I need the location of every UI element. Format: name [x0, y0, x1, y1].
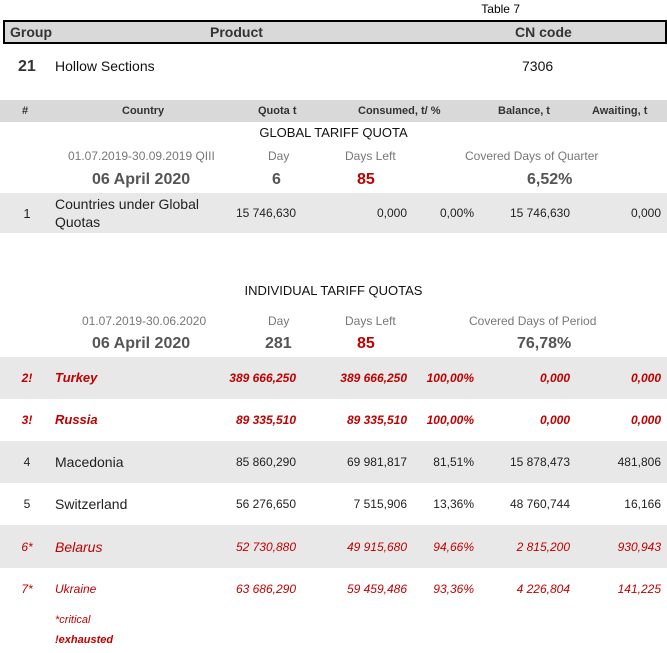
row-num: 3! — [21, 413, 33, 427]
row-country: Belarus — [55, 539, 103, 555]
group-cn-code: 7306 — [522, 58, 554, 74]
table-row — [0, 483, 667, 525]
global-days-left: 85 — [357, 171, 375, 188]
header-product: Product — [210, 24, 263, 40]
legend-critical: *critical — [55, 614, 91, 626]
global-section-title: GLOBAL TARIFF QUOTA — [259, 125, 408, 140]
row-consumed: 49 915,680 — [346, 540, 407, 554]
table-label: Table 7 — [481, 2, 520, 16]
individual-covered-label: Covered Days of Period — [469, 314, 597, 328]
row-country-line1: Countries under Global — [55, 196, 199, 212]
group-number: 21 — [18, 58, 36, 75]
table-row — [0, 357, 667, 399]
row-country: Russia — [55, 412, 98, 427]
row-balance: 0,000 — [539, 413, 570, 427]
legend-exhausted: !exhausted — [55, 634, 114, 646]
global-days-left-label: Days Left — [345, 149, 396, 163]
global-day: 6 — [272, 171, 281, 188]
column-header-row — [0, 100, 667, 122]
row-num: 7* — [21, 582, 33, 596]
col-awaiting: Awaiting, t — [592, 105, 648, 117]
row-pct: 93,36% — [433, 582, 474, 596]
row-pct: 94,66% — [433, 540, 474, 554]
table-row — [0, 399, 667, 441]
row-quota: 85 860,290 — [235, 455, 296, 469]
row-balance: 15 746,630 — [509, 206, 570, 220]
col-consumed: Consumed, t/ % — [358, 105, 441, 117]
row-quota: 63 686,290 — [235, 582, 296, 596]
row-awaiting: 16,166 — [624, 497, 661, 511]
row-consumed: 0,000 — [376, 206, 407, 220]
row-num: 1 — [23, 206, 31, 221]
row-country: Turkey — [55, 370, 98, 385]
table-header-bar — [3, 20, 667, 44]
individual-date: 06 April 2020 — [92, 335, 191, 352]
row-awaiting: 930,943 — [617, 540, 661, 554]
row-pct: 13,36% — [433, 497, 474, 511]
row-pct: 81,51% — [433, 455, 474, 469]
row-awaiting: 0,000 — [630, 206, 661, 220]
row-awaiting: 0,000 — [630, 371, 661, 385]
row-num: 6* — [21, 540, 33, 554]
row-country-line2: Quotas — [55, 214, 101, 230]
individual-section-title: INDIVIDUAL TARIFF QUOTAS — [244, 283, 423, 298]
row-quota: 89 335,510 — [235, 413, 296, 427]
row-country: Ukraine — [55, 582, 97, 596]
row-quota: 15 746,630 — [235, 206, 296, 220]
row-consumed: 7 515,906 — [353, 497, 407, 511]
row-awaiting: 0,000 — [630, 413, 661, 427]
individual-covered: 76,78% — [517, 335, 572, 352]
row-balance: 2 815,200 — [516, 540, 570, 554]
header-group: Group — [10, 24, 52, 40]
individual-days-left: 85 — [357, 335, 375, 352]
row-consumed: 69 981,817 — [346, 455, 407, 469]
table-row — [0, 441, 667, 483]
row-pct: 100,00% — [426, 413, 474, 427]
col-country: Country — [122, 105, 165, 117]
col-num: # — [22, 105, 29, 117]
row-balance: 48 760,744 — [509, 497, 570, 511]
row-quota: 389 666,250 — [229, 371, 296, 385]
table-row — [0, 568, 667, 610]
individual-day-label: Day — [268, 314, 290, 328]
col-quota: Quota t — [258, 105, 297, 117]
row-awaiting: 141,225 — [617, 582, 661, 596]
global-covered: 6,52% — [527, 171, 573, 188]
table-row — [0, 525, 667, 568]
row-pct: 100,00% — [426, 371, 474, 385]
row-quota: 52 730,880 — [235, 540, 296, 554]
row-consumed: 389 666,250 — [340, 371, 407, 385]
row-balance: 4 226,804 — [516, 582, 570, 596]
row-num: 4 — [23, 455, 31, 469]
row-pct: 0,00% — [439, 206, 474, 220]
global-period: 01.07.2019-30.09.2019 QIII — [68, 149, 215, 163]
row-country: Switzerland — [55, 496, 128, 512]
global-date: 06 April 2020 — [92, 171, 191, 188]
row-num: 5 — [23, 497, 31, 511]
row-awaiting: 481,806 — [617, 455, 661, 469]
row-balance: 0,000 — [539, 371, 570, 385]
global-covered-label: Covered Days of Quarter — [465, 149, 599, 163]
col-balance: Balance, t — [498, 105, 550, 117]
row-country: Macedonia — [55, 454, 124, 470]
table-row-global — [0, 193, 667, 233]
row-quota: 56 276,650 — [235, 497, 296, 511]
row-consumed: 59 459,486 — [346, 582, 407, 596]
individual-day: 281 — [265, 335, 292, 352]
global-day-label: Day — [268, 149, 290, 163]
row-balance: 15 878,473 — [509, 455, 570, 469]
group-product: Hollow Sections — [55, 58, 155, 74]
individual-period: 01.07.2019-30.06.2020 — [82, 314, 207, 328]
individual-days-left-label: Days Left — [345, 314, 396, 328]
header-cn-code: CN code — [515, 24, 572, 40]
row-num: 2! — [21, 371, 33, 385]
row-consumed: 89 335,510 — [346, 413, 407, 427]
